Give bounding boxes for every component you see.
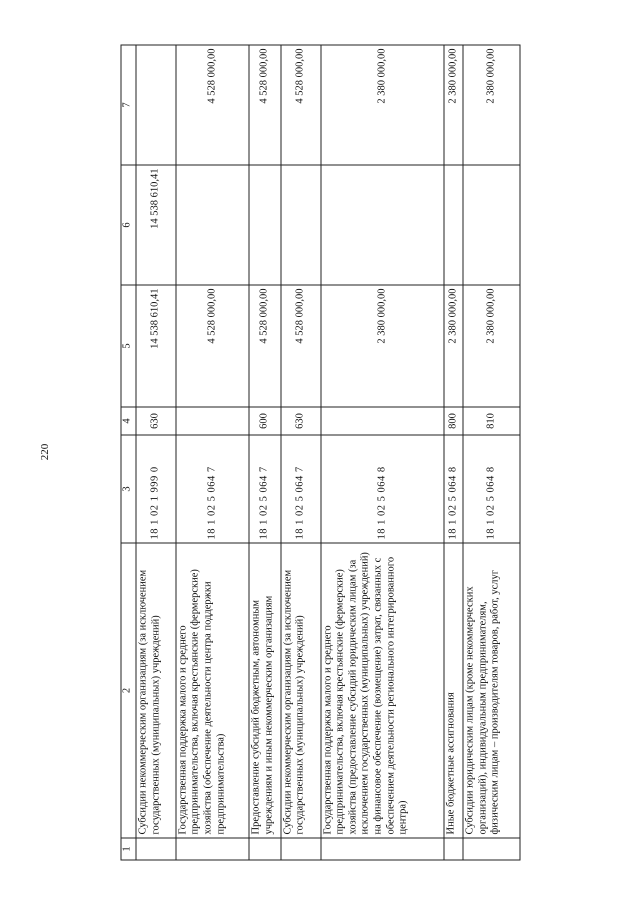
expense-type-cell: 800 [444, 407, 463, 435]
table-row [463, 45, 520, 860]
page-number: 220 [39, 443, 51, 461]
amount-cell: 4 528 000,00 [175, 285, 248, 407]
row-number-cell [136, 838, 176, 860]
expense-type-cell [175, 407, 248, 435]
table-row [249, 45, 280, 860]
budget-table [120, 44, 520, 860]
amount-cell [463, 165, 520, 285]
amount-cell [136, 45, 176, 165]
item-name-cell: Иные бюджетные ассигнования [444, 543, 463, 838]
header-col-2: 2 [121, 543, 136, 838]
header-row [121, 45, 136, 860]
amount-cell: 2 380 000,00 [320, 285, 444, 407]
row-number-cell [280, 838, 320, 860]
amount-cell: 14 538 610,41 [136, 165, 176, 285]
item-name-cell: Предоставление субсидий бюджетным, автономным учреждениям и иным некоммерческим организациям [249, 543, 280, 838]
item-name-cell: Субсидии некоммерческим организациям (за исключением государственных (муниципальных) учреждений) [280, 543, 320, 838]
row-number-cell [175, 838, 248, 860]
table-row [280, 45, 320, 860]
expense-type-cell: 630 [280, 407, 320, 435]
budget-code-cell: 18 1 02 1 999 0 [136, 435, 176, 543]
header-col-6: 6 [121, 165, 136, 285]
table-row [175, 45, 248, 860]
expense-type-cell: 600 [249, 407, 280, 435]
table-row [444, 45, 463, 860]
header-col-3: 3 [121, 435, 136, 543]
item-name-cell: Субсидии юридическим лицам (кроме некоммерческих организаций), индивидуальным предпринимателям, физическим лицам – производителям товаров, работ, услуг [463, 543, 520, 838]
budget-code-cell: 18 1 02 5 064 8 [320, 435, 444, 543]
amount-cell: 4 528 000,00 [249, 45, 280, 165]
header-col-7: 7 [121, 45, 136, 165]
expense-type-cell [320, 407, 444, 435]
row-number-cell [320, 838, 444, 860]
header-col-4: 4 [121, 407, 136, 435]
amount-cell: 4 528 000,00 [280, 45, 320, 165]
item-name-cell: Субсидии некоммерческим организациям (за исключением государственных (муниципальных) учреждений) [136, 543, 176, 838]
amount-cell: 2 380 000,00 [463, 45, 520, 165]
budget-code-cell: 18 1 02 5 064 7 [280, 435, 320, 543]
amount-cell [175, 165, 248, 285]
expense-type-cell: 630 [136, 407, 176, 435]
amount-cell: 14 538 610,41 [136, 285, 176, 407]
header-col-1: 1 [121, 838, 136, 860]
budget-table-container [120, 45, 520, 860]
amount-cell: 4 528 000,00 [175, 45, 248, 165]
item-name-cell: Государственная поддержка малого и среднего предпринимательства, включая крестьянские (фермерские) хозяйства (обеспечение деятельности центра поддержки предпринимательства) [175, 543, 248, 838]
amount-cell: 2 380 000,00 [444, 285, 463, 407]
budget-code-cell: 18 1 02 5 064 8 [463, 435, 520, 543]
budget-code-cell: 18 1 02 5 064 7 [249, 435, 280, 543]
amount-cell [320, 165, 444, 285]
row-number-cell [463, 838, 520, 860]
amount-cell: 2 380 000,00 [444, 45, 463, 165]
expense-type-cell: 810 [463, 407, 520, 435]
amount-cell [249, 165, 280, 285]
amount-cell: 4 528 000,00 [249, 285, 280, 407]
amount-cell: 2 380 000,00 [320, 45, 444, 165]
budget-code-cell: 18 1 02 5 064 7 [175, 435, 248, 543]
row-number-cell [444, 838, 463, 860]
table-row [320, 45, 444, 860]
table-row [136, 45, 176, 860]
row-number-cell [249, 838, 280, 860]
budget-code-cell: 18 1 02 5 064 8 [444, 435, 463, 543]
amount-cell: 2 380 000,00 [463, 285, 520, 407]
amount-cell: 4 528 000,00 [280, 285, 320, 407]
header-col-5: 5 [121, 285, 136, 407]
amount-cell [444, 165, 463, 285]
amount-cell [280, 165, 320, 285]
item-name-cell: Государственная поддержка малого и среднего предпринимательства, включая крестьянские (фермерские) хозяйства (предоставление субсидий юридическим лицам (за исключением государственных (муниципальных) учреждений) на финансовое обеспечение (возмещение) затрат, связанных с обеспечением деятельности регионального интегрированного центра) [320, 543, 444, 838]
